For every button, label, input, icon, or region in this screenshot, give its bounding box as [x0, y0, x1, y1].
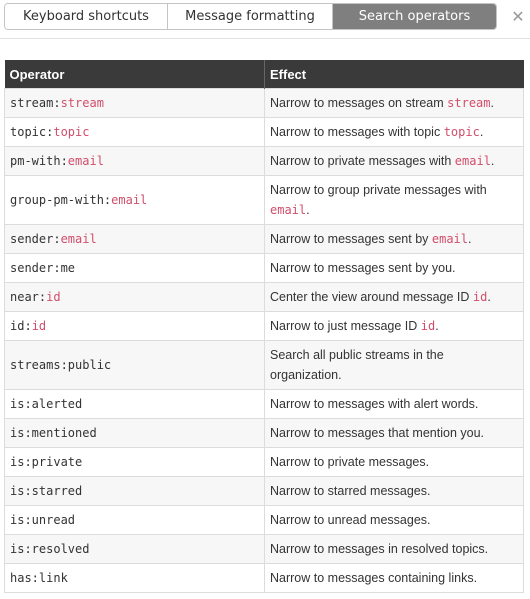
- effect-text: Search all public streams in the organization.: [270, 348, 444, 382]
- effect-text: Narrow to messages with alert words.: [270, 397, 479, 411]
- effect-argument: email: [454, 154, 491, 168]
- effect-punctuation: .: [487, 290, 491, 304]
- table-row: [5, 506, 524, 535]
- operator-text: stream:: [10, 96, 61, 110]
- table-row: [5, 535, 524, 564]
- operator-cell: [5, 535, 265, 564]
- operator-argument: topic: [53, 125, 90, 139]
- effect-punctuation: .: [479, 125, 484, 139]
- operator-text: is:unread: [10, 513, 76, 527]
- effect-text: Narrow to group private messages with: [270, 183, 487, 197]
- operator-argument: id: [46, 290, 61, 304]
- table-row: [5, 419, 524, 448]
- table-header-row: [5, 60, 524, 89]
- column-header-effect: Effect: [265, 60, 524, 89]
- effect-text: Center the view around message ID: [270, 290, 473, 304]
- table-row: [5, 254, 524, 283]
- close-icon[interactable]: ✕: [511, 6, 525, 26]
- table-row: [5, 118, 524, 147]
- operator-cell: [5, 312, 265, 341]
- operator-text: sender:: [10, 232, 61, 246]
- effect-cell: [265, 390, 524, 419]
- effect-cell: [265, 254, 524, 283]
- effect-argument: topic: [443, 125, 480, 139]
- operator-cell: [5, 419, 265, 448]
- operator-text: near:: [10, 290, 47, 304]
- table-row: [5, 147, 524, 176]
- effect-argument: stream: [447, 96, 491, 110]
- table-row: [5, 283, 524, 312]
- operator-text: sender:me: [10, 261, 76, 275]
- effect-punctuation: .: [490, 96, 494, 110]
- effect-argument: id: [420, 319, 436, 333]
- table-row: [5, 390, 524, 419]
- help-tabs: [4, 3, 497, 30]
- operator-cell: [5, 254, 265, 283]
- effect-text: Narrow to messages that mention you.: [270, 426, 484, 440]
- effect-cell: [265, 506, 524, 535]
- search-operators-table-container: [4, 60, 523, 593]
- operator-cell: [5, 283, 265, 312]
- table-row: [5, 341, 524, 390]
- effect-cell: [265, 477, 524, 506]
- effect-punctuation: .: [306, 203, 310, 217]
- effect-text: Narrow to starred messages.: [270, 484, 431, 498]
- table-row: [5, 225, 524, 254]
- operator-cell: [5, 176, 265, 225]
- effect-cell: [265, 564, 524, 593]
- table-row: [5, 448, 524, 477]
- operator-text: is:resolved: [10, 542, 90, 556]
- effect-text: Narrow to messages sent by: [270, 232, 432, 246]
- operator-cell: [5, 225, 265, 254]
- tab-message-formatting[interactable]: Message formatting: [168, 4, 333, 29]
- effect-text: Narrow to private messages with: [270, 154, 455, 168]
- operator-cell: [5, 506, 265, 535]
- operator-argument: email: [67, 154, 104, 168]
- effect-argument: email: [431, 232, 468, 246]
- operator-text: group-pm-with:: [10, 193, 112, 207]
- effect-punctuation: .: [435, 319, 439, 333]
- divider: [0, 38, 530, 39]
- effect-cell: [265, 118, 524, 147]
- table-row: [5, 176, 524, 225]
- effect-text: Narrow to messages in resolved topics.: [270, 542, 489, 556]
- effect-cell: [265, 176, 524, 225]
- operator-text: has:link: [10, 571, 68, 585]
- search-operators-table: [4, 60, 524, 593]
- table-row: [5, 477, 524, 506]
- operator-text: topic:: [10, 125, 54, 139]
- effect-text: Narrow to unread messages.: [270, 513, 431, 527]
- operator-cell: [5, 477, 265, 506]
- table-row: [5, 89, 524, 118]
- effect-cell: [265, 535, 524, 564]
- tab-search-operators[interactable]: Search operators: [333, 4, 496, 29]
- effect-argument: email: [270, 203, 307, 217]
- effect-cell: [265, 225, 524, 254]
- operator-argument: email: [60, 232, 97, 246]
- operator-cell: [5, 564, 265, 593]
- operator-text: streams:public: [10, 358, 112, 372]
- effect-cell: [265, 448, 524, 477]
- effect-text: Narrow to messages containing links.: [270, 571, 478, 585]
- operator-argument: stream: [60, 96, 104, 110]
- effect-text: Narrow to private messages.: [270, 455, 430, 469]
- operator-argument: id: [31, 319, 47, 333]
- tab-keyboard-shortcuts[interactable]: Keyboard shortcuts: [5, 4, 168, 29]
- effect-text: Narrow to messages with topic: [270, 125, 444, 139]
- effect-cell: [265, 419, 524, 448]
- operator-cell: [5, 341, 265, 390]
- effect-cell: [265, 283, 524, 312]
- operator-argument: email: [111, 193, 148, 207]
- effect-text: Narrow to messages on stream: [270, 96, 448, 110]
- operator-text: is:private: [10, 455, 83, 469]
- operator-cell: [5, 390, 265, 419]
- operator-cell: [5, 89, 265, 118]
- operator-text: is:alerted: [10, 397, 83, 411]
- table-body: [5, 89, 524, 593]
- operator-text: is:starred: [10, 484, 83, 498]
- operator-text: pm-with:: [10, 154, 68, 168]
- effect-text: Narrow to just message ID: [270, 319, 421, 333]
- column-header-operator: Operator: [5, 60, 265, 89]
- effect-cell: [265, 341, 524, 390]
- effect-cell: [265, 312, 524, 341]
- table-row: [5, 312, 524, 341]
- operator-text: is:mentioned: [10, 426, 97, 440]
- effect-cell: [265, 147, 524, 176]
- operator-cell: [5, 118, 265, 147]
- operator-text: id:: [10, 319, 32, 333]
- effect-argument: id: [472, 290, 488, 304]
- effect-punctuation: .: [490, 154, 495, 168]
- operator-cell: [5, 147, 265, 176]
- table-row: [5, 564, 524, 593]
- effect-cell: [265, 89, 524, 118]
- effect-punctuation: .: [468, 232, 472, 246]
- effect-text: Narrow to messages sent by you.: [270, 261, 456, 275]
- operator-cell: [5, 448, 265, 477]
